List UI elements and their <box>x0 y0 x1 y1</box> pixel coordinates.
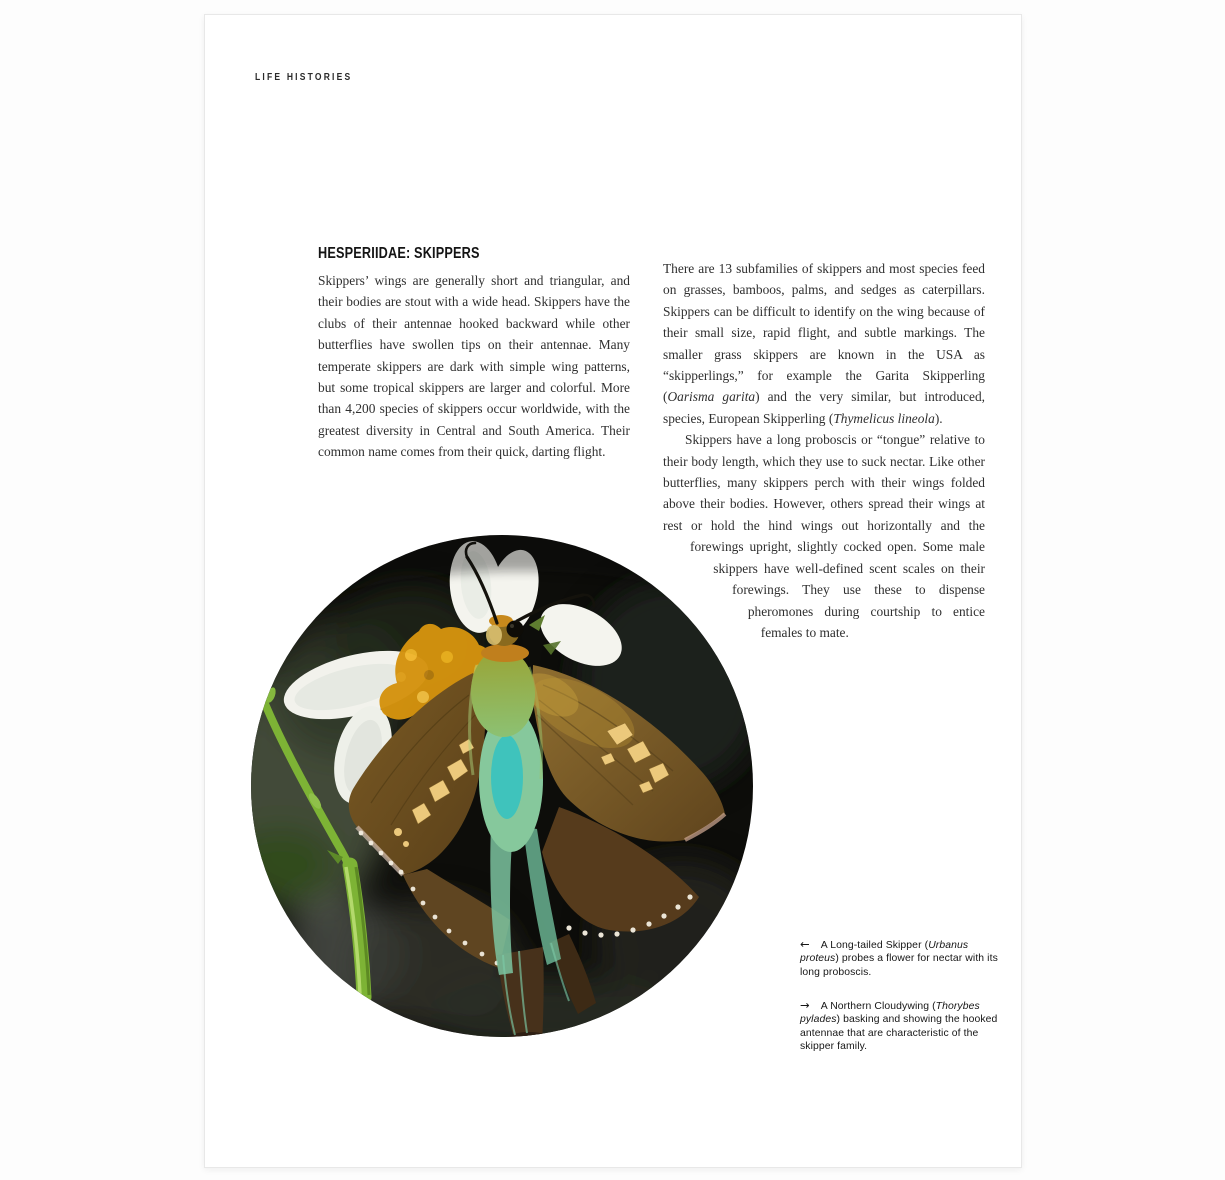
caption-text: A Northern Cloudywing (Thorybes pylades) basking and showing the hooked antennae that are characteristic of the skipper family. <box>800 1001 998 1053</box>
photo-caption-left <box>800 938 1005 979</box>
left-arrow-icon: ← <box>800 937 810 951</box>
right-paragraph-1: There are 13 subfamilies of skippers and most species feed on grasses, bamboos, palms, and sedges as caterpillars. Skippers can be difficult to identify on the wing because of their small size, rapid flight, and subtle markings. The smaller grass skippers are known in the USA as “skipperlings,” for example the Garita Skipperling (Oarisma garita) and the very similar, but introduced, species, European Skipperling (Thymelicus lineola). <box>663 261 985 426</box>
running-head: LIFE HISTORIES <box>255 72 353 83</box>
left-column <box>318 245 630 463</box>
right-paragraph-2: Skippers have a long proboscis or “tongue” relative to their body length, which they use to suck nectar. Like other butterflies, many skippers perch with their wings folded above their bodies. However, others spread their wings at rest or hold the hind wings out horizontally and the forewings upright, slightly cocked open. Some male skippers have well-defined scent scales on their forewings. They use these to dispense pheromones during courtship to entice females to mate. <box>663 432 985 640</box>
caption-text: A Long-tailed Skipper (Urbanus proteus) probes a flower for nectar with its long proboscis. <box>800 940 998 978</box>
skipper-photo <box>251 535 753 1037</box>
photo-caption-right <box>800 999 1005 1054</box>
skipper-photo-illustration <box>251 535 753 1037</box>
right-arrow-icon: → <box>800 998 810 1012</box>
left-paragraph: Skippers’ wings are generally short and triangular, and their bodies are stout with a wide head. Skippers have the clubs of their antennae hooked backward while other butterflies have swollen tips on their antennae. Many temperate skippers are dark with simple wing patterns, but some tropical skippers are larger and colorful. More than 4,200 species of skippers occur worldwide, with the greatest diversity in Central and South America. Their common name comes from their quick, darting flight. <box>318 273 630 460</box>
section-heading: HESPERIIDAE: SKIPPERS <box>318 245 480 262</box>
book-page <box>204 14 1022 1168</box>
